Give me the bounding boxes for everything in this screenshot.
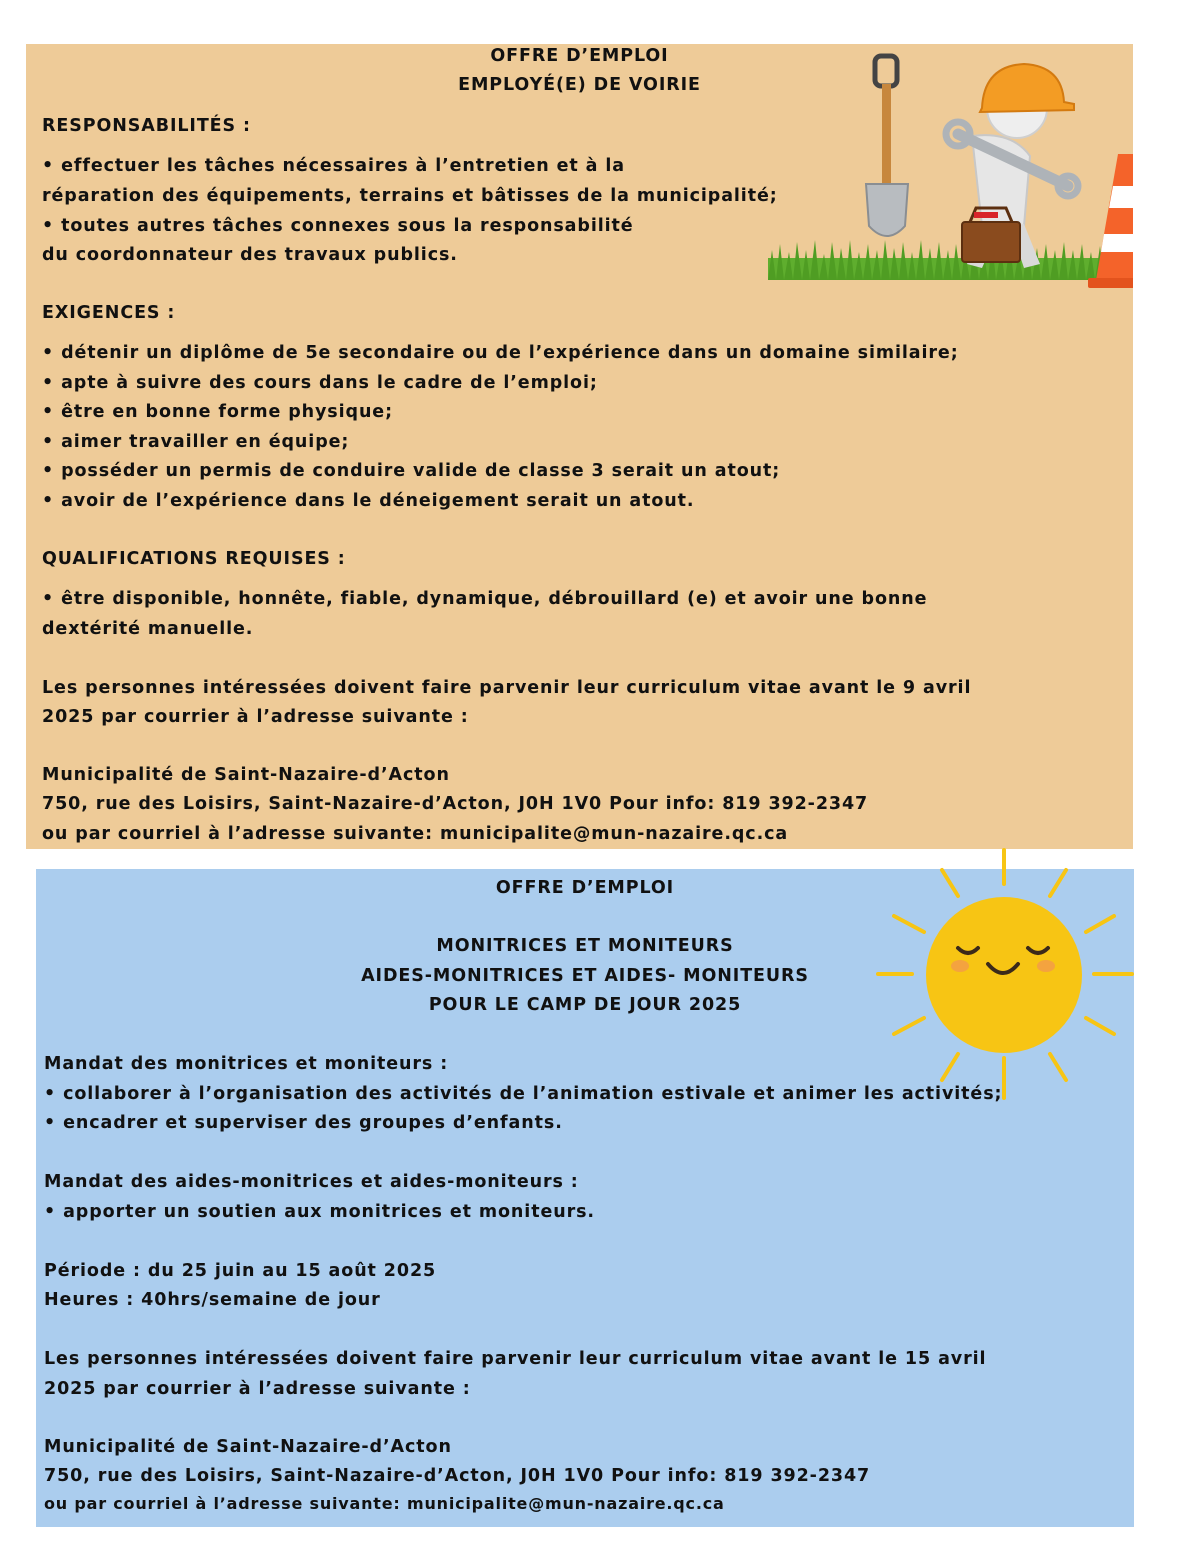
mandat-aides-line: • apporter un soutien aux monitrices et moniteurs. [44, 1202, 595, 1222]
exigences-line: • détenir un diplôme de 5e secondaire ou de l’expérience dans un domaine similaire; [42, 343, 959, 363]
mandat-moniteurs-line: • encadrer et superviser des groupes d’enfants. [44, 1113, 563, 1133]
responsabilites-heading: RESPONSABILITÉS : [42, 116, 251, 136]
apply-line: 2025 par courrier à l’adresse suivante : [42, 707, 469, 727]
contact-line: Municipalité de Saint-Nazaire-d’Acton [42, 765, 450, 785]
exigences-line: • apte à suivre des cours dans le cadre de l’emploi; [42, 373, 598, 393]
responsabilites-line: • effectuer les tâches nécessaires à l’entretien et à la [42, 156, 625, 176]
contact-line: ou par courriel à l’adresse suivante: municipalite@mun-nazaire.qc.ca [44, 1494, 725, 1513]
qualifications-heading: QUALIFICATIONS REQUISES : [42, 549, 346, 569]
apply-line: 2025 par courrier à l’adresse suivante : [44, 1379, 471, 1399]
hard-hat-icon [980, 64, 1074, 112]
contact-line: Municipalité de Saint-Nazaire-d’Acton [44, 1437, 452, 1457]
exigences-line: • être en bonne forme physique; [42, 402, 393, 422]
exigences-line: • posséder un permis de conduire valide de classe 3 serait un atout; [42, 461, 781, 481]
mandat-aides-heading: Mandat des aides-monitrices et aides-moniteurs : [44, 1172, 579, 1192]
responsabilites-line: réparation des équipements, terrains et bâtisses de la municipalité; [42, 186, 778, 206]
grass-icon [768, 240, 1108, 280]
offer-subtitle: EMPLOYÉ(E) DE VOIRIE [458, 75, 701, 95]
contact-line: ou par courriel à l’adresse suivante: municipalite@mun-nazaire.qc.ca [42, 824, 789, 844]
heures-text: Heures : 40hrs/semaine de jour [44, 1290, 381, 1310]
apply-line: Les personnes intéressées doivent faire parvenir leur curriculum vitae avant le 9 avril [42, 678, 972, 698]
worker-with-tools-illustration [762, 44, 1133, 291]
exigences-line: • aimer travailler en équipe; [42, 432, 350, 452]
headline-line: MONITRICES ET MONITEURS [436, 936, 734, 956]
periode-text: Période : du 25 juin au 15 août 2025 [44, 1261, 437, 1281]
contact-line: 750, rue des Loisirs, Saint-Nazaire-d’Acton, J0H 1V0 Pour info: 819 392-2347 [44, 1466, 871, 1486]
apply-line: Les personnes intéressées doivent faire parvenir leur curriculum vitae avant le 15 avril [44, 1349, 987, 1369]
exigences-heading: EXIGENCES : [42, 303, 176, 323]
shovel-icon [866, 56, 908, 236]
offer-title: OFFRE D’EMPLOI [495, 878, 675, 898]
mandat-moniteurs-heading: Mandat des monitrices et moniteurs : [44, 1054, 449, 1074]
exigences-line: • avoir de l’expérience dans le déneigement serait un atout. [42, 491, 695, 511]
responsabilites-line: • toutes autres tâches connexes sous la responsabilité [42, 216, 634, 236]
offer-title: OFFRE D’EMPLOI [490, 46, 669, 66]
headline-line: AIDES-MONITRICES ET AIDES- MONITEURS [361, 966, 809, 986]
qualifications-line: dextérité manuelle. [42, 619, 254, 639]
sun-icon [926, 897, 1082, 1053]
qualifications-line: • être disponible, honnête, fiable, dynamique, débrouillard (e) et avoir une bonne [42, 589, 928, 609]
contact-line: 750, rue des Loisirs, Saint-Nazaire-d’Acton, J0H 1V0 Pour info: 819 392-2347 [42, 794, 869, 814]
mandat-moniteurs-line: • collaborer à l’organisation des activités de l’animation estivale et animer les activités; [44, 1084, 1003, 1104]
responsabilites-line: du coordonnateur des travaux publics. [42, 245, 458, 265]
headline-line: POUR LE CAMP DE JOUR 2025 [428, 995, 742, 1015]
job-offer-roadworker-panel [26, 44, 1133, 849]
smiling-sun-illustration [876, 848, 1136, 1108]
